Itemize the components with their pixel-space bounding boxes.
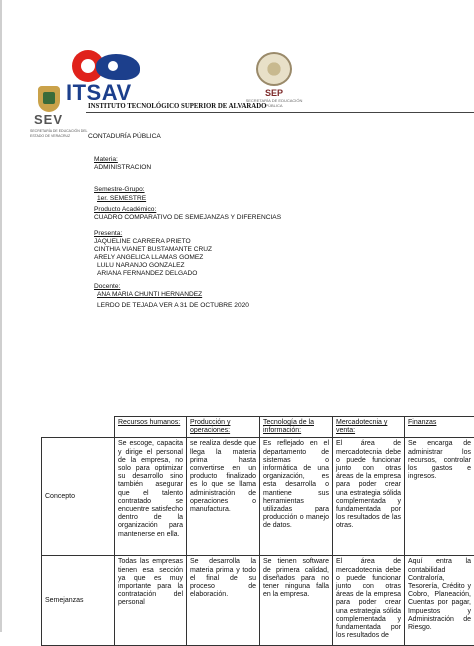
- sep-logo-text: SEP: [244, 88, 304, 98]
- row-header: Concepto: [42, 438, 115, 556]
- sev-logo-text: SEV: [34, 112, 63, 127]
- presenta-name: LULU NARANJO GONZALEZ: [97, 262, 185, 270]
- column-header: Tecnología de la información:: [260, 417, 333, 438]
- docente-label: Docente:: [94, 283, 120, 291]
- table-cell: Se escoge, capacita y dirige el personal de la empresa, no solo para optimizar su desarrollo sino también asegurar que el talento contratado se encuentre satisfecho dentro de la organización para mantenerse en ella.: [115, 438, 187, 556]
- table-row: [42, 438, 474, 556]
- header-divider: [86, 112, 474, 113]
- producto-value: CUADRO COMPARATIVO DE SEMEJANZAS Y DIFERENCIAS: [94, 214, 281, 222]
- veracruz-shield-icon: [38, 86, 60, 112]
- sep-logo: [244, 52, 304, 106]
- presenta-name: CINTHIA VIANET BUSTAMANTE CRUZ: [94, 246, 212, 254]
- presenta-name: ARELY ANGELICA LLAMAS GOMEZ: [94, 254, 203, 262]
- table-cell: Todas las empresas tienen esa sección ya que es muy importante para la contratación del personal: [115, 556, 187, 646]
- sev-logo-subtitle: SECRETARÍA DE EDUCACIÓN DEL ESTADO DE VERACRUZ: [30, 129, 100, 138]
- semestre-value: 1er. SEMESTRE: [97, 195, 146, 203]
- table-header-row: [42, 417, 474, 438]
- docente-value: ANA MARIA CHUNTI HERNANDEZ: [97, 291, 202, 299]
- table-cell: Es reflejado en el departamento de sistemas o informática de una organización, es esta desarrolla o mantiene sus herramientas utilizadas para producción o manejo de datos.: [260, 438, 333, 556]
- table-corner-cell: [42, 417, 115, 438]
- table-cell: El área de mercadotecnia debe o puede funcionar junto con otras áreas de la empresa para poder crear una estrategia sólida complementada y fundamentada por los resultados de: [333, 556, 405, 646]
- row-header: Semejanzas: [42, 556, 115, 646]
- semestre-label: Semestre-Grupo:: [94, 186, 145, 194]
- institute-name: INSTITUTO TECNOLÓGICO SUPERIOR DE ALVARADO: [88, 103, 266, 111]
- presenta-name: ARIANA FERNANDEZ DELGADO: [97, 270, 197, 278]
- place-date: LERDO DE TEJADA VER A 31 DE OCTUBRE 2020: [97, 302, 249, 310]
- presenta-label: Presenta:: [94, 230, 122, 238]
- table-cell: El área de mercadotecnia debe o puede funcionar junto con otras áreas de la empresa para poder crear una estrategia sólida complementada y fundamentada por los resultados de las otras.: [333, 438, 405, 556]
- column-header: Producción y operaciones:: [187, 417, 260, 438]
- sep-logo-subtitle: SECRETARÍA DE EDUCACIÓN PÚBLICA: [244, 98, 304, 108]
- table-cell: Se tienen software de primera calidad, diseñados para no tener ninguna falla en la empresa.: [260, 556, 333, 646]
- itsav-logo-text: ITSAV: [66, 80, 132, 106]
- comparison-table: [41, 416, 474, 646]
- sep-seal-icon: [256, 52, 292, 86]
- column-header: Mercadotecnia y venta:: [333, 417, 405, 438]
- producto-label: Producto Académico:: [94, 206, 156, 214]
- materia-label: Materia:: [94, 156, 118, 164]
- materia-value: ADMINISTRACION: [94, 164, 151, 172]
- table-row: [42, 556, 474, 646]
- page-edge: [0, 0, 2, 632]
- column-header: Finanzas: [405, 417, 474, 438]
- sev-logo: [30, 86, 90, 142]
- presenta-name: JAQUELINE CARRERA PRIETO: [94, 238, 191, 246]
- table-cell: se realiza desde que llega la materia prima hasta convertirse en un producto finalizado es lo que se llama administración de operaciones o manufactura.: [187, 438, 260, 556]
- career-name: CONTADURÍA PÚBLICA: [88, 133, 161, 141]
- table-cell: Se desarrolla la materia prima y todo el final de su proceso de elaboración.: [187, 556, 260, 646]
- itsav-wing-icon: [96, 54, 140, 80]
- column-header: Recursos humanos:: [115, 417, 187, 438]
- table-cell: Se encarga de administrar los recursos, controlar los gastos e ingresos.: [405, 438, 474, 556]
- table-cell: Aquí entra la contabilidad Contraloría, Tesorería, Crédito y Cobro, Planeación, Cuentas por pagar, Impuestos y Administración de Riesgo.: [405, 556, 474, 646]
